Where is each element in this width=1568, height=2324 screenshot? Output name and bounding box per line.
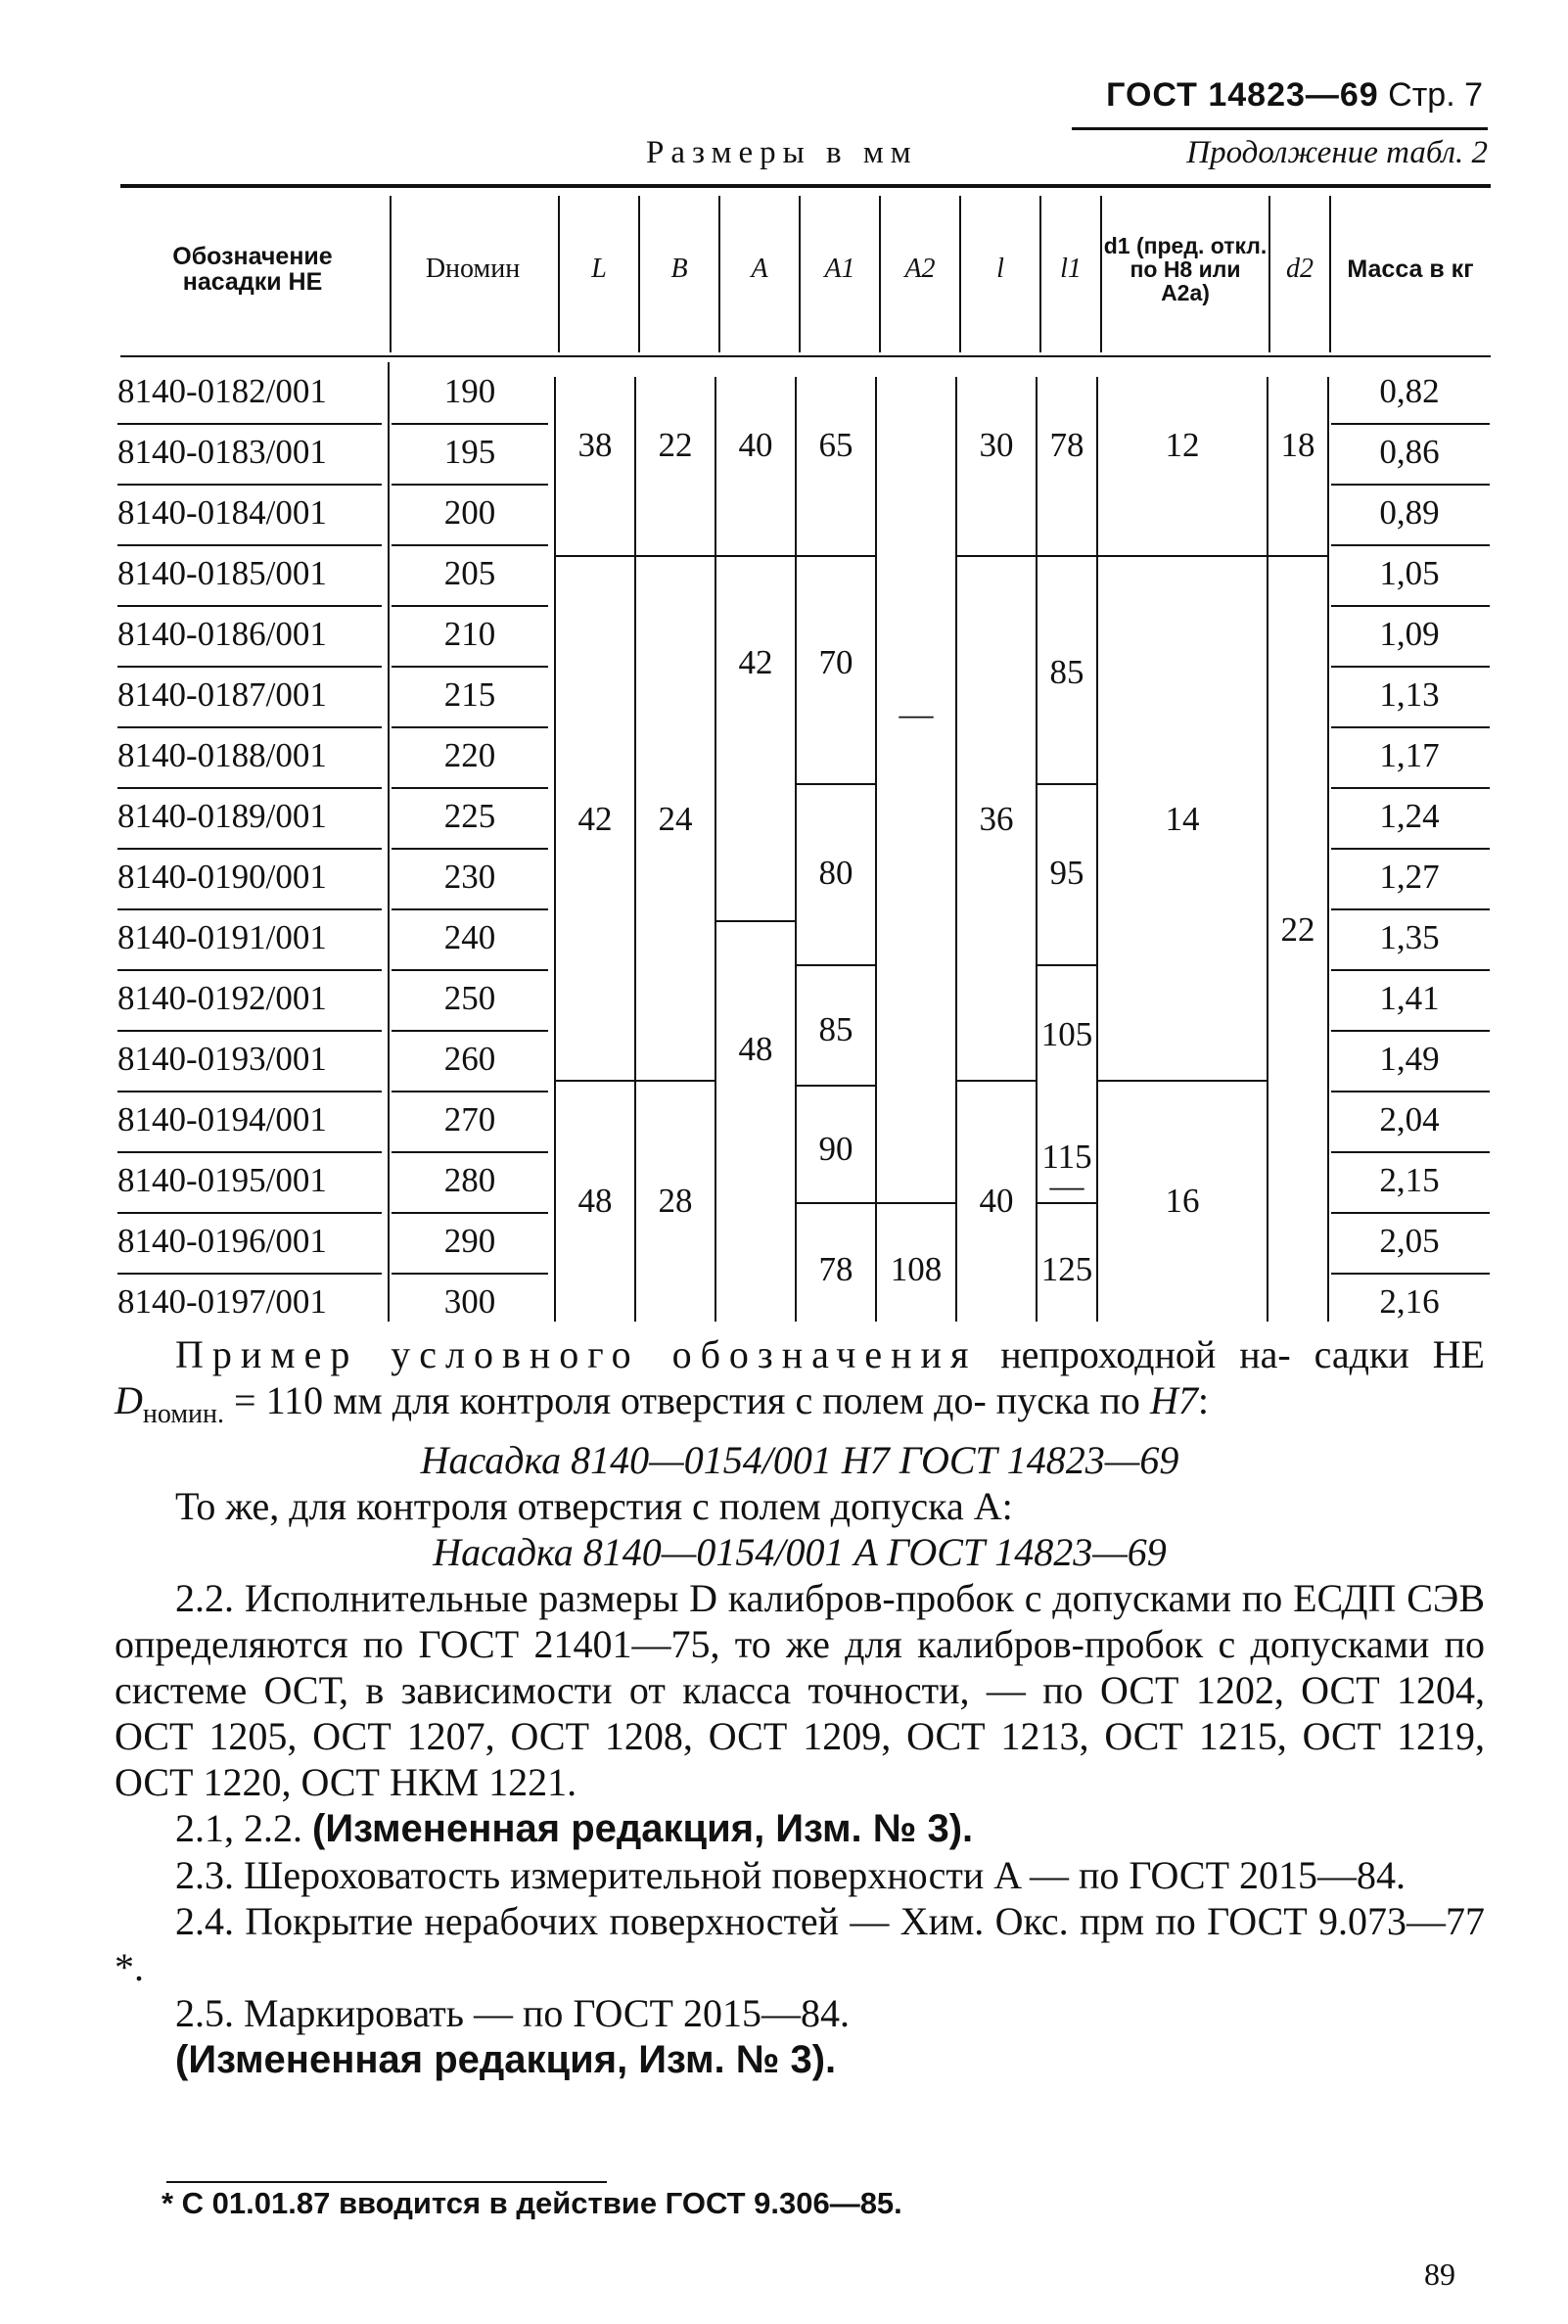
amendment-2-text: (Измененная редакция, Изм. № 3). bbox=[175, 2038, 837, 2081]
paragraph-2-4: 2.4. Покрытие нерабочих поверхностей — Хим. Окс. прм по ГОСТ 9.073—77 *. bbox=[115, 1899, 1485, 1989]
row-rule bbox=[1331, 787, 1490, 789]
table-header-rule bbox=[120, 355, 1491, 357]
example-h7: H7 bbox=[1149, 1378, 1198, 1422]
A2-cell: — bbox=[899, 695, 934, 733]
paragraph-2-5: 2.5. Маркировать — по ГОСТ 2015—84. bbox=[175, 1991, 850, 2035]
row-rule bbox=[392, 787, 548, 789]
row-rule bbox=[117, 544, 382, 546]
l1-cell: 85 bbox=[1049, 653, 1084, 691]
header-dnom: Dномин bbox=[425, 254, 521, 285]
dnom-cell: 290 bbox=[443, 1222, 496, 1260]
amendment-1-text: (Измененная редакция, Изм. № 3). bbox=[312, 1807, 974, 1850]
row-rule bbox=[392, 1212, 548, 1214]
page-header bbox=[1072, 76, 1483, 115]
table-row-designation: 8140-0188/001 bbox=[117, 736, 327, 774]
header-A: A bbox=[751, 254, 768, 285]
dnom-cell: 230 bbox=[443, 858, 496, 896]
mass-cell: 1,17 bbox=[1379, 736, 1440, 774]
row-rule bbox=[1331, 484, 1490, 486]
dnom-cell: 260 bbox=[443, 1040, 496, 1078]
mass-cell: 2,04 bbox=[1379, 1100, 1440, 1139]
d2-cell: 22 bbox=[1280, 910, 1315, 949]
row-rule bbox=[392, 848, 548, 850]
row-rule bbox=[392, 1030, 548, 1032]
dnom-cell: 215 bbox=[443, 675, 496, 714]
A-cell: 42 bbox=[738, 643, 773, 681]
l-cell: 36 bbox=[979, 800, 1014, 838]
row-rule bbox=[117, 484, 382, 486]
row-rule bbox=[117, 1091, 382, 1092]
L-cell: 38 bbox=[577, 426, 613, 464]
example-dsub: номин. bbox=[142, 1399, 225, 1429]
example-colon: : bbox=[1197, 1378, 1209, 1422]
dnom-cell: 210 bbox=[443, 615, 496, 653]
mass-cell: 0,89 bbox=[1379, 493, 1440, 532]
table-row-designation: 8140-0183/001 bbox=[117, 433, 327, 471]
same-a-paragraph: То же, для контроля отверстия с полем допуска A: bbox=[175, 1484, 1013, 1528]
designation-a: Насадка 8140—0154/001 A ГОСТ 14823—69 bbox=[433, 1530, 1167, 1574]
table-row-designation: 8140-0187/001 bbox=[117, 675, 327, 714]
mass-cell: 2,16 bbox=[1379, 1282, 1440, 1321]
table-row-designation: 8140-0189/001 bbox=[117, 797, 327, 835]
d1-cell: 12 bbox=[1165, 426, 1200, 464]
row-rule bbox=[1331, 1212, 1490, 1214]
A1-cell: 78 bbox=[818, 1250, 853, 1288]
body-text bbox=[115, 1331, 1485, 2083]
row-rule bbox=[117, 726, 382, 728]
paragraph-2-2: 2.2. Исполнительные размеры D калибров-пробок с допусками по ЕСДП СЭВ определяются по ГОСТ 21401—75, то же для калибров-пробок с допусками по системе ОСТ, в зависимости от класса точности, — по ОСТ 1202, ОСТ 1204, ОСТ 1205, ОСТ 1207, ОСТ 1208, ОСТ 1209, ОСТ 1213, ОСТ 1215, ОСТ 1219, ОСТ 1220, ОСТ НКМ 1221. bbox=[115, 1576, 1485, 1804]
dnom-cell: 200 bbox=[443, 493, 496, 532]
A1-cell: 70 bbox=[818, 643, 853, 681]
d2-cell: 18 bbox=[1280, 426, 1315, 464]
row-rule bbox=[117, 908, 382, 910]
d1-cell: 16 bbox=[1165, 1182, 1200, 1220]
l1-cell: 115 bbox=[1041, 1138, 1092, 1176]
row-rule bbox=[392, 1151, 548, 1153]
page-label: Стр. 7 bbox=[1388, 76, 1483, 114]
header-l: l bbox=[996, 254, 1004, 285]
table-row-designation: 8140-0195/001 bbox=[117, 1161, 327, 1199]
A1-cell: 65 bbox=[818, 426, 853, 464]
mass-cell: 1,27 bbox=[1379, 858, 1440, 896]
row-rule bbox=[1331, 969, 1490, 971]
row-rule bbox=[1331, 1151, 1490, 1153]
row-rule bbox=[392, 423, 548, 425]
dnom-cell: 225 bbox=[443, 797, 496, 835]
table-row-designation: 8140-0193/001 bbox=[117, 1040, 327, 1078]
L-cell: 48 bbox=[577, 1182, 613, 1220]
mass-cell: 1,24 bbox=[1379, 797, 1440, 835]
example-line2a: садки НЕ bbox=[1314, 1332, 1485, 1376]
mass-cell: 2,05 bbox=[1379, 1222, 1440, 1260]
row-rule bbox=[392, 1091, 548, 1092]
example-rest: непроходной на- bbox=[977, 1332, 1291, 1376]
designation-h7: Насадка 8140—0154/001 H7 ГОСТ 14823—69 bbox=[420, 1438, 1179, 1482]
example-line3: пуска по bbox=[995, 1378, 1150, 1422]
row-rule bbox=[117, 1212, 382, 1214]
header-mass: Масса в кг bbox=[1347, 255, 1474, 283]
l1-cell: 95 bbox=[1049, 854, 1084, 892]
l-cell: 40 bbox=[979, 1182, 1014, 1220]
header-A1: A1 bbox=[824, 254, 855, 285]
mass-cell: 1,13 bbox=[1379, 675, 1440, 714]
dnom-cell: 300 bbox=[443, 1282, 496, 1321]
row-rule bbox=[1331, 423, 1490, 425]
mass-cell: 2,15 bbox=[1379, 1161, 1440, 1199]
example-line2b: = 110 мм для контроля отверстия с полем до- bbox=[224, 1378, 987, 1422]
row-rule bbox=[117, 787, 382, 789]
l-cell: 30 bbox=[979, 426, 1014, 464]
row-rule bbox=[1331, 544, 1490, 546]
table-row-designation: 8140-0185/001 bbox=[117, 554, 327, 592]
B-cell: 28 bbox=[658, 1182, 693, 1220]
dnom-cell: 270 bbox=[443, 1100, 496, 1139]
table-row-designation: 8140-0184/001 bbox=[117, 493, 327, 532]
row-rule bbox=[392, 484, 548, 486]
page-number: 89 bbox=[1424, 2256, 1455, 2292]
row-rule bbox=[117, 605, 382, 607]
header-B: B bbox=[670, 254, 688, 285]
row-rule bbox=[117, 969, 382, 971]
row-rule bbox=[1331, 1030, 1490, 1032]
A1-cell: 80 bbox=[818, 854, 853, 892]
mass-cell: 1,05 bbox=[1379, 554, 1440, 592]
row-rule bbox=[117, 1030, 382, 1032]
table-row-designation: 8140-0186/001 bbox=[117, 615, 327, 653]
paragraph-2-3: 2.3. Шероховатость измерительной поверхности A — по ГОСТ 2015—84. bbox=[175, 1853, 1407, 1897]
B-cell: 24 bbox=[658, 800, 693, 838]
table-row-designation: 8140-0194/001 bbox=[117, 1100, 327, 1139]
row-rule bbox=[392, 605, 548, 607]
footnote-rule bbox=[166, 2181, 607, 2183]
l1-cell: 105 bbox=[1040, 1015, 1093, 1053]
table-row-designation: 8140-0182/001 bbox=[117, 372, 327, 410]
row-rule bbox=[392, 666, 548, 668]
row-rule bbox=[392, 544, 548, 546]
row-rule bbox=[117, 666, 382, 668]
header-A2: A2 bbox=[904, 254, 936, 285]
example-lead: Пример условного обозначения bbox=[175, 1332, 978, 1376]
row-rule bbox=[1331, 726, 1490, 728]
mass-cell: 0,82 bbox=[1379, 372, 1440, 410]
row-rule bbox=[392, 969, 548, 971]
row-rule bbox=[1331, 908, 1490, 910]
A-cell: 40 bbox=[738, 426, 773, 464]
l1-cell: 78 bbox=[1049, 426, 1084, 464]
header-rule bbox=[1072, 127, 1488, 130]
row-rule bbox=[1331, 1273, 1490, 1275]
example-d: D bbox=[115, 1378, 143, 1422]
mass-cell: 1,49 bbox=[1379, 1040, 1440, 1078]
continuation-note: Продолжение табл. 2 bbox=[1186, 135, 1488, 170]
d1-cell: 14 bbox=[1165, 800, 1200, 838]
row-rule bbox=[1331, 848, 1490, 850]
table-row-designation: 8140-0196/001 bbox=[117, 1222, 327, 1260]
mass-cell: 1,09 bbox=[1379, 615, 1440, 653]
row-rule bbox=[1331, 666, 1490, 668]
mass-cell: 0,86 bbox=[1379, 433, 1440, 471]
B-cell: 22 bbox=[658, 426, 693, 464]
row-rule bbox=[117, 1151, 382, 1153]
header-l1: l1 bbox=[1060, 254, 1082, 285]
A-cell: 48 bbox=[738, 1030, 773, 1068]
L-cell: 42 bbox=[577, 800, 613, 838]
header-d1: d1 (пред. откл. по H8 или A2a) bbox=[1103, 232, 1268, 306]
table-row-designation: 8140-0197/001 bbox=[117, 1282, 327, 1321]
header-L: L bbox=[591, 254, 607, 285]
amendment-note-2 bbox=[115, 2036, 1485, 2083]
amendment-1-number: 2.1, 2.2. bbox=[175, 1806, 312, 1850]
row-rule bbox=[392, 726, 548, 728]
row-rule bbox=[117, 423, 382, 425]
dnom-cell: 190 bbox=[443, 372, 496, 410]
units-note: Размеры в мм bbox=[646, 135, 918, 170]
footnote: * С 01.01.87 вводится в действие ГОСТ 9.306—85. bbox=[161, 2186, 902, 2220]
table-row-designation: 8140-0191/001 bbox=[117, 918, 327, 956]
row-rule bbox=[1331, 1091, 1490, 1092]
row-rule bbox=[117, 1273, 382, 1275]
dnom-cell: 195 bbox=[443, 433, 496, 471]
A1-cell: 85 bbox=[818, 1010, 853, 1048]
dnom-cell: 280 bbox=[443, 1161, 496, 1199]
mass-cell: 1,41 bbox=[1379, 979, 1440, 1017]
standard-number: ГОСТ 14823—69 bbox=[1106, 76, 1379, 114]
row-rule bbox=[392, 1273, 548, 1275]
row-rule bbox=[392, 908, 548, 910]
table-row-designation: 8140-0192/001 bbox=[117, 979, 327, 1017]
A1-cell: 90 bbox=[818, 1130, 853, 1168]
header-designation: Обозначение насадки НЕ bbox=[172, 242, 333, 296]
mass-cell: 1,35 bbox=[1379, 918, 1440, 956]
table-top-rule bbox=[120, 184, 1491, 188]
dnom-cell: 220 bbox=[443, 736, 496, 774]
row-rule bbox=[1331, 605, 1490, 607]
l1-cell: 125 bbox=[1040, 1250, 1093, 1288]
dnom-cell: 240 bbox=[443, 918, 496, 956]
table-row-designation: 8140-0190/001 bbox=[117, 858, 327, 896]
l1-cell: — bbox=[1049, 1167, 1084, 1205]
dnom-cell: 205 bbox=[443, 554, 496, 592]
row-rule bbox=[117, 848, 382, 850]
example-paragraph bbox=[115, 1331, 1485, 1437]
amendment-note-1 bbox=[115, 1805, 1485, 1852]
dnom-cell: 250 bbox=[443, 979, 496, 1017]
A2-cell: 108 bbox=[890, 1250, 943, 1288]
header-d2: d2 bbox=[1286, 254, 1314, 285]
